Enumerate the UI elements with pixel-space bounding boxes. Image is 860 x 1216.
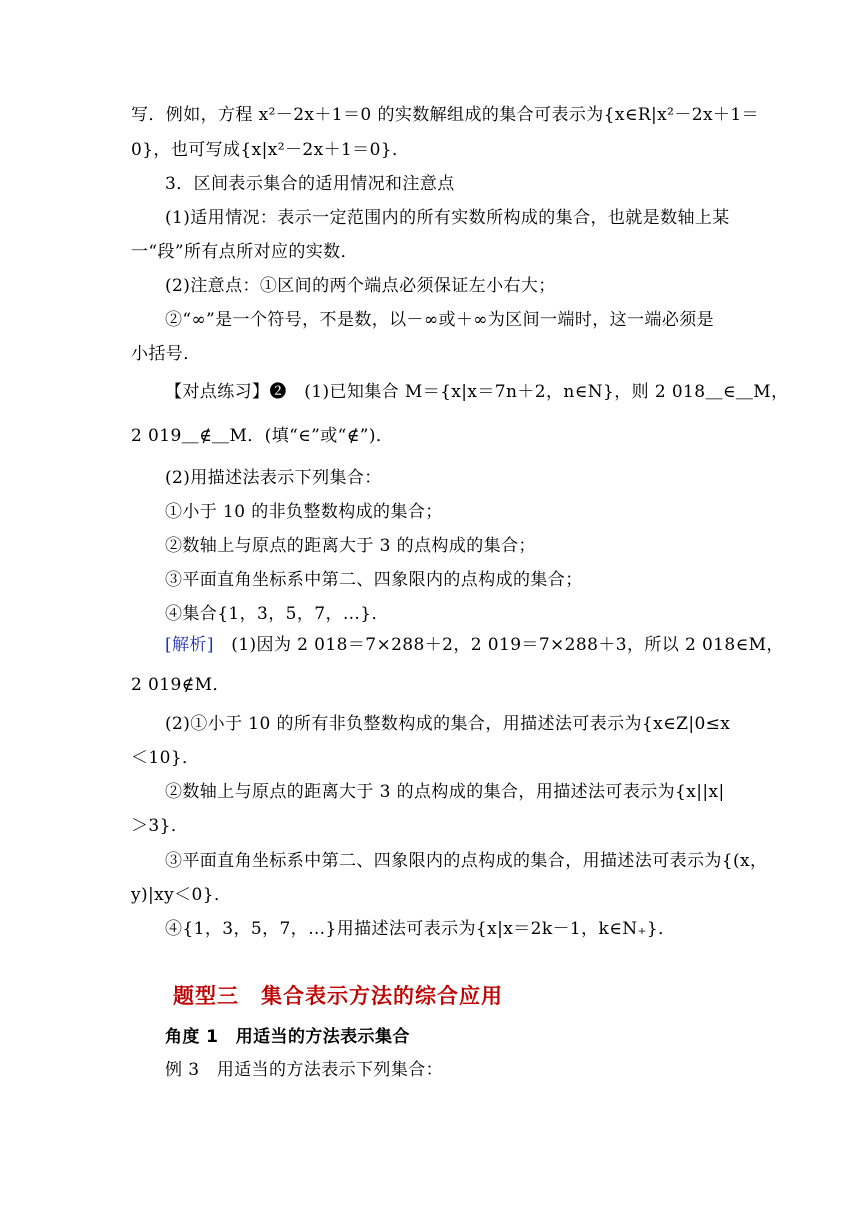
text-line: ＞3}． bbox=[131, 816, 189, 836]
text-line: (2)①小于 10 的所有非负整数构成的集合，用描述法可表示为{x∈Z|0≤x bbox=[165, 714, 731, 734]
list-item: ④集合{1，3，5，7，…}． bbox=[165, 604, 389, 624]
solution-text: (1)因为 2 018＝7×288＋2，2 019＝7×288＋3，所以 2 018∈M， bbox=[231, 635, 784, 655]
text-line: ②“∞”是一个符号，不是数，以－∞或＋∞为区间一端时，这一端必须是 bbox=[165, 310, 715, 330]
text-line: 3．区间表示集合的适用情况和注意点 bbox=[165, 174, 455, 194]
text-line: 小括号． bbox=[131, 344, 201, 364]
text-line: 2 019＿∉＿M．(填“∈”或“∉”)． bbox=[131, 426, 394, 446]
text-line: 0}，也可写成{x|x²－2x＋1＝0}． bbox=[131, 140, 410, 160]
text-line: (2)注意点：①区间的两个端点必须保证左小右大； bbox=[165, 276, 556, 296]
text-line: y)|xy＜0}． bbox=[131, 885, 232, 905]
subheading: 角度 1 用适当的方法表示集合 bbox=[165, 1027, 410, 1047]
exercise-heading: 【对点练习】❷ (1)已知集合 M＝{x|x＝7n＋2，n∈N}，则 2 018＿∈＿M， bbox=[165, 382, 789, 402]
text-line: ③平面直角坐标系中第二、四象限内的点构成的集合，用描述法可表示为{(x， bbox=[165, 851, 768, 871]
text-line: 写．例如，方程 x²－2x＋1＝0 的实数解组成的集合可表示为{x∈R|x²－2x＋1＝ bbox=[131, 105, 759, 125]
section-title: 题型三 集合表示方法的综合应用 bbox=[173, 984, 503, 1008]
list-item: ①小于 10 的非负整数构成的集合； bbox=[165, 502, 443, 522]
text-line: (2)用描述法表示下列集合： bbox=[165, 468, 382, 488]
list-item: ②数轴上与原点的距离大于 3 的点构成的集合； bbox=[165, 536, 536, 556]
text-line: ④{1，3，5，7，…}用描述法可表示为{x|x＝2k－1，k∈N₊}． bbox=[165, 919, 676, 939]
text-line: 2 019∉M． bbox=[131, 675, 230, 695]
text-line: (1)适用情况：表示一定范围内的所有实数所构成的集合，也就是数轴上某 bbox=[165, 208, 730, 228]
text-line: 一“段”所有点所对应的实数． bbox=[131, 242, 358, 262]
text-line: ＜10}． bbox=[131, 748, 200, 768]
example-line: 例 3 用适当的方法表示下列集合： bbox=[165, 1060, 444, 1080]
text-line: ②数轴上与原点的距离大于 3 的点构成的集合，用描述法可表示为{x||x| bbox=[165, 782, 725, 802]
solution-line bbox=[165, 634, 784, 656]
list-item: ③平面直角坐标系中第二、四象限内的点构成的集合； bbox=[165, 570, 583, 590]
jiexi-label: [解析] bbox=[165, 635, 214, 655]
